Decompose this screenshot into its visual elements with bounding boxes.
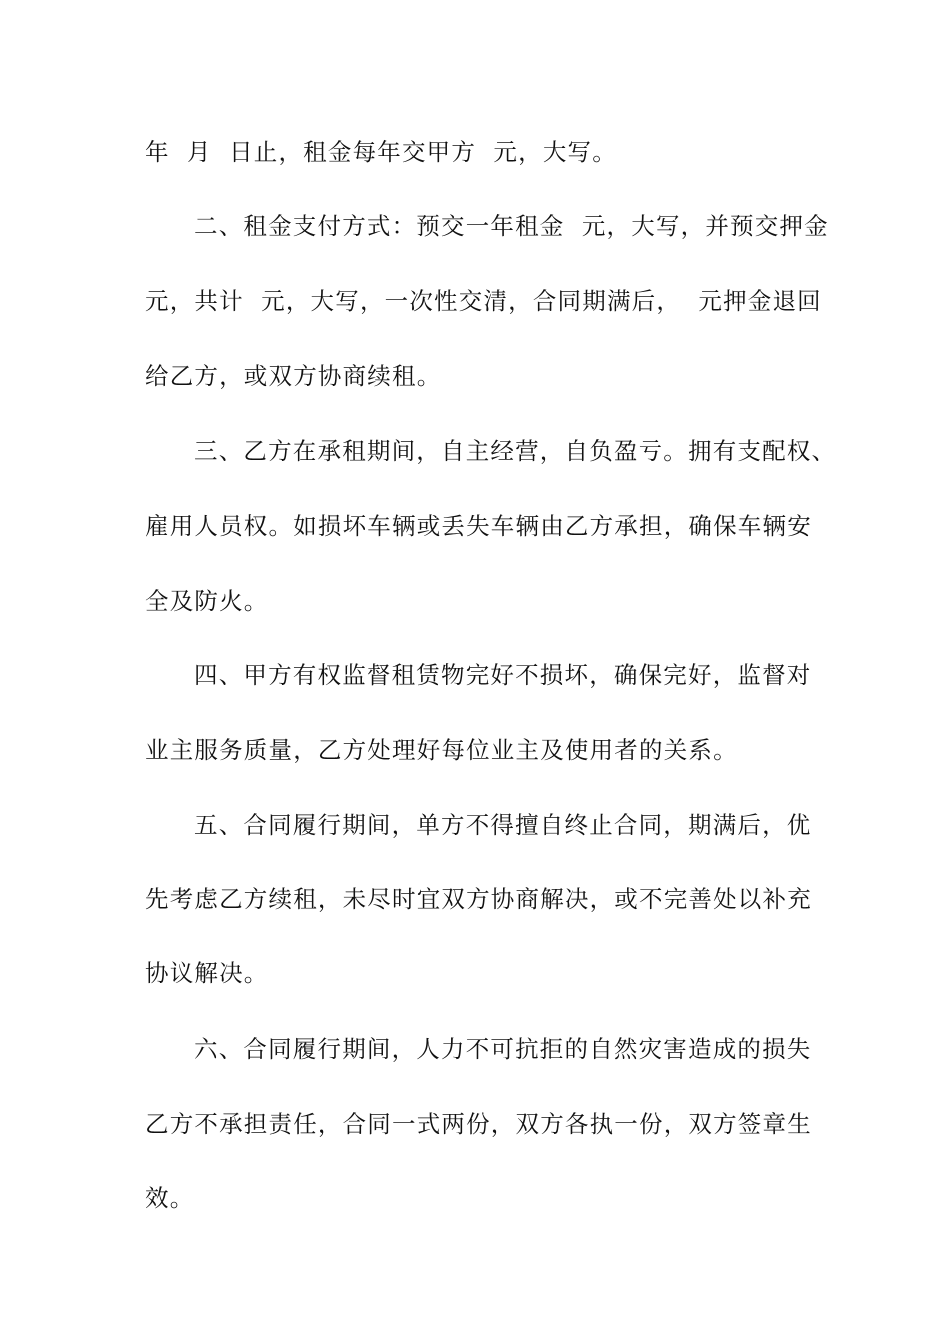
text-line: 雇用人员权。如损坏车辆或丢失车辆由乙方承担，确保车辆安 (145, 512, 812, 540)
text-line: 六、合同履行期间，人力不可抗拒的自然灾害造成的损失 (194, 1035, 812, 1063)
text-line: 元，共计 元，大写，一次性交清，合同期满后， 元押金退回 (145, 287, 822, 315)
text-line: 二、租金支付方式：预交一年租金 元，大写，并预交押金 (194, 212, 829, 240)
text-line: 先考虑乙方续租，未尽时宜双方协商解决，或不完善处以补充 (145, 885, 812, 913)
text-line: 给乙方，或双方协商续租。 (145, 362, 442, 390)
text-line: 三、乙方在承租期间，自主经营，自负盈亏。拥有支配权、 (194, 437, 837, 465)
text-line: 协议解决。 (145, 959, 269, 987)
text-line: 乙方不承担责任，合同一式两份，双方各执一份，双方签章生 (145, 1110, 812, 1138)
text-line: 四、甲方有权监督租赁物完好不损坏，确保完好，监督对 (194, 661, 812, 689)
text-line: 年 月 日止，租金每年交甲方 元，大写。 (145, 138, 617, 166)
text-line: 业主服务质量，乙方处理好每位业主及使用者的关系。 (145, 736, 738, 764)
text-line: 效。 (145, 1184, 195, 1212)
text-line: 五、合同履行期间，单方不得擅自终止合同，期满后，优 (194, 811, 812, 839)
text-line: 全及防火。 (145, 587, 269, 615)
